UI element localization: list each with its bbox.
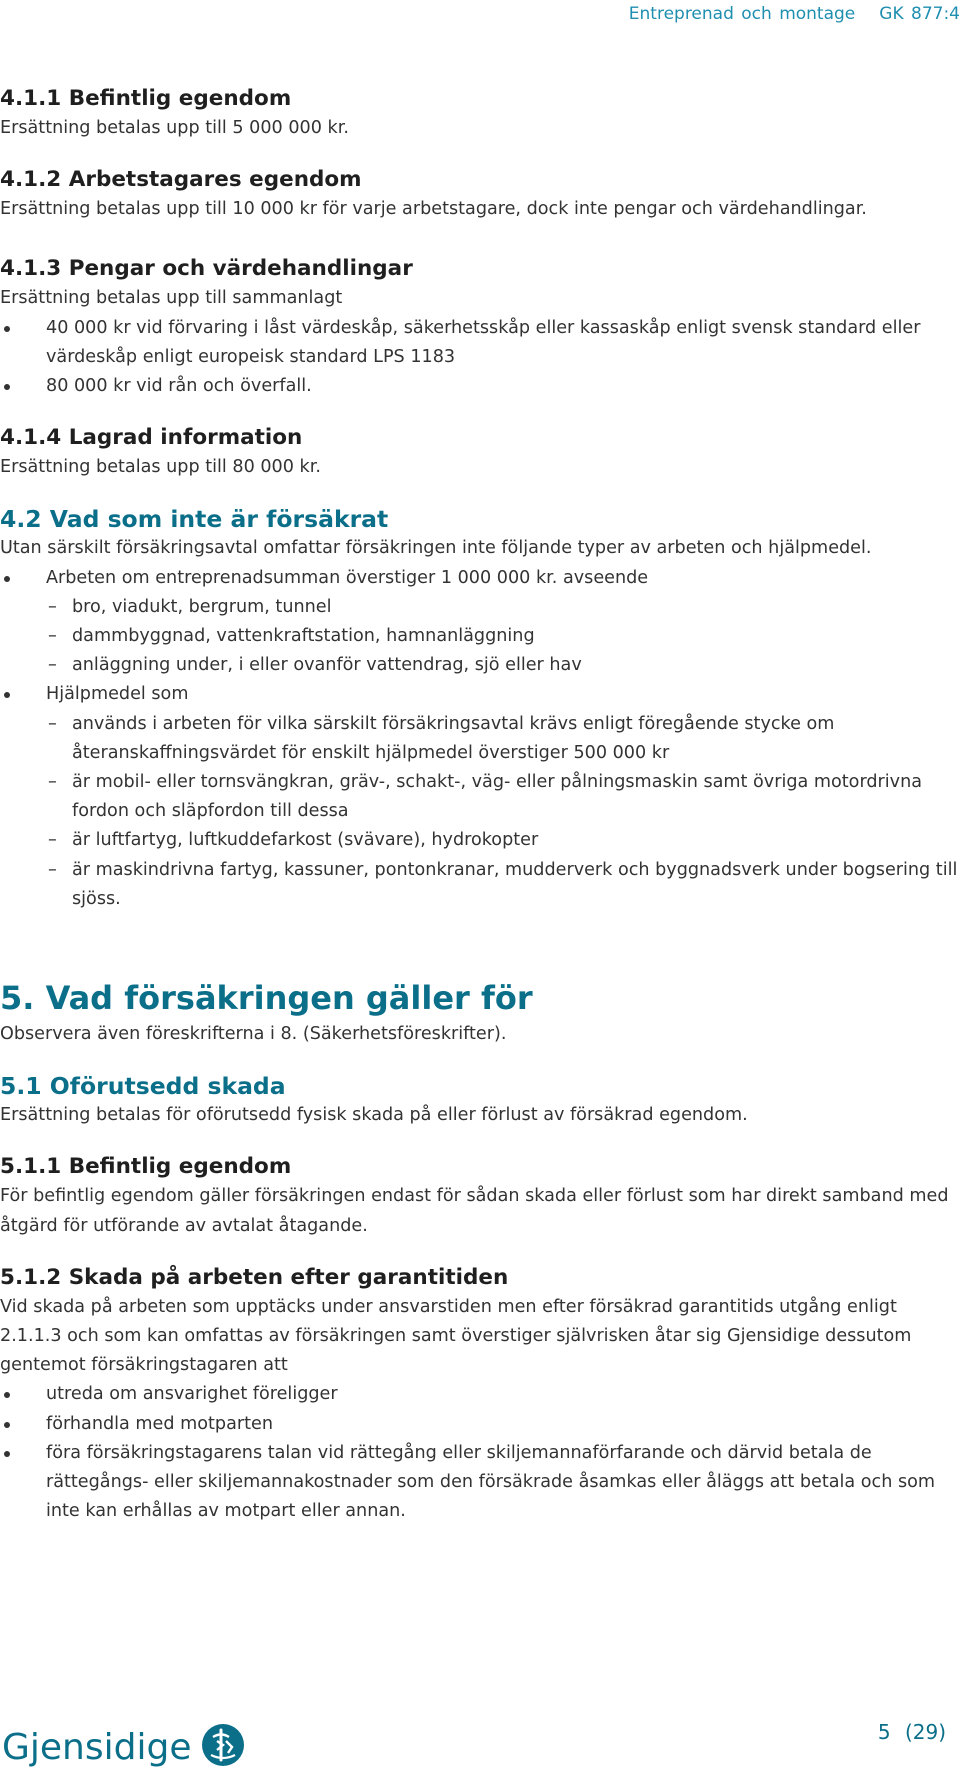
heading-4-2: 4.2 Vad som inte är försäkrat	[0, 505, 389, 534]
list-item	[0, 1410, 960, 1439]
paragraph-5-1-1: För befintlig egendom gäller försäkringen endast för sådan skada eller förlust som har direkt samband med åtgärd för utförande av avtalat åtagande.	[0, 1186, 949, 1236]
paragraph-5-1-2: Vid skada på arbeten som upptäcks under ansvarstiden men efter försäkrad garantitids utgång enligt 2.1.1.3 och som kan omfattas av försäkringen samt överstiger självrisken åtar sig Gjensidige dessutom gentemot försäkringstagaren att	[0, 1296, 912, 1376]
list-4-1-3	[0, 314, 960, 402]
dash-icon: –	[48, 859, 57, 880]
dash-list-item-text: används i arbeten för vilka särskilt försäkringsavtal krävs enligt föregående stycke om återanskaffningsvärdet för enskilt hjälpmedel överstiger 500 000 kr	[72, 713, 835, 763]
dash-icon: –	[48, 772, 57, 793]
bullet-icon	[4, 576, 10, 582]
bullet-icon	[4, 1422, 10, 1428]
list-item	[0, 314, 960, 372]
page-number	[878, 1720, 946, 1744]
dash-list-item-text: är maskindrivna fartyg, kassuner, pontonkranar, mudderverk och byggnadsverk under bogsering till sjöss.	[72, 859, 958, 909]
dash-list-item-text: är mobil- eller tornsvängkran, gräv-, schakt-, väg- eller pålningsmaskin samt övriga motordrivna fordon och släpfordon till dessa	[72, 772, 923, 822]
dash-icon: –	[48, 626, 57, 647]
dash-list	[46, 593, 960, 681]
list-item-text: föra försäkringstagarens talan vid rättegång eller skiljemannaförfarande och därvid betala de rättegångs- eller skiljemannakostnader som den försäkrade åsamkas eller åläggs att betala och som inte kan erhållas av motpart eller annan.	[46, 1442, 936, 1522]
heading-4-1-2: 4.1.2 Arbetstagares egendom	[0, 167, 362, 193]
list-item	[0, 1439, 960, 1527]
paragraph-5: Observera även föreskrifterna i 8. (Säkerhetsföreskrifter).	[0, 1024, 507, 1045]
paragraph-4-1-2: Ersättning betalas upp till 10 000 kr för varje arbetstagare, dock inte pengar och värdehandlingar.	[0, 199, 867, 220]
running-header	[629, 4, 960, 24]
bullet-icon	[4, 1392, 10, 1398]
logo-wordmark: Gjensidige	[2, 1726, 192, 1768]
list-item	[0, 680, 960, 914]
list-item	[0, 564, 960, 681]
page-total: (29)	[904, 1720, 946, 1744]
list-item-text: förhandla med motparten	[46, 1413, 273, 1434]
dash-list-item-text: dammbyggnad, vattenkraftstation, hamnanläggning	[72, 626, 535, 647]
company-logo	[2, 1722, 245, 1772]
dash-list-item-text: bro, viadukt, bergrum, tunnel	[72, 596, 332, 617]
heading-4-1-3: 4.1.3 Pengar och värdehandlingar	[0, 256, 413, 282]
paragraph-4-1-3: Ersättning betalas upp till sammanlagt	[0, 288, 343, 309]
dash-list-item	[46, 651, 960, 680]
dash-list-item-text: anläggning under, i eller ovanför vattendrag, sjö eller hav	[72, 655, 582, 676]
heading-4-1-4: 4.1.4 Lagrad information	[0, 425, 303, 451]
list-item-text: Arbeten om entreprenadsumman överstiger 1 000 000 kr. avseende	[46, 567, 649, 588]
paragraph-4-1-1: Ersättning betalas upp till 5 000 000 kr.	[0, 118, 349, 138]
list-4-2	[0, 564, 960, 914]
bullet-icon	[4, 1451, 10, 1457]
gjensidige-emblem-icon	[201, 1723, 245, 1771]
header-document-code: GK 877:4	[879, 4, 960, 24]
dash-list-item	[46, 622, 960, 651]
heading-5-1: 5.1 Oförutsedd skada	[0, 1072, 286, 1101]
dash-list-item	[46, 768, 960, 826]
dash-icon: –	[48, 830, 57, 851]
list-item-text: 40 000 kr vid förvaring i låst värdeskåp, säkerhetsskåp eller kassaskåp enligt svensk standard eller värdeskåp enligt europeisk standard LPS 1183	[46, 317, 921, 367]
bullet-icon	[4, 326, 10, 332]
page-current: 5	[877, 1720, 891, 1744]
dash-icon: –	[48, 713, 57, 734]
heading-5-1-2: 5.1.2 Skada på arbeten efter garantitiden	[0, 1264, 509, 1290]
paragraph-4-1-4: Ersättning betalas upp till 80 000 kr.	[0, 457, 321, 478]
paragraph-5-1: Ersättning betalas för oförutsedd fysisk skada på eller förlust av försäkrad egendom.	[0, 1105, 748, 1126]
dash-list-item	[46, 593, 960, 622]
bullet-icon	[4, 692, 10, 698]
dash-list-item-text: är luftfartyg, luftkuddefarkost (svävare), hydrokopter	[72, 830, 539, 851]
dash-list-item	[46, 710, 960, 768]
document-body	[0, 84, 960, 1527]
list-item-text: utreda om ansvarighet föreligger	[46, 1384, 338, 1405]
paragraph-4-2: Utan särskilt försäkringsavtal omfattar försäkringen inte följande typer av arbeten och hjälpmedel.	[0, 538, 872, 559]
dash-list	[46, 710, 960, 914]
list-item-text: Hjälpmedel som	[46, 684, 189, 705]
bullet-icon	[4, 384, 10, 390]
heading-4-1-1: 4.1.1 Befintlig egendom	[0, 86, 292, 111]
header-section-title: Entreprenad och montage	[628, 4, 856, 24]
heading-5: 5. Vad försäkringen gäller för	[0, 979, 533, 1018]
dash-icon: –	[48, 596, 57, 617]
list-item	[0, 1380, 960, 1409]
list-item	[0, 372, 960, 401]
dash-list-item	[46, 856, 960, 914]
list-item-text: 80 000 kr vid rån och överfall.	[46, 376, 312, 397]
heading-5-1-1: 5.1.1 Befintlig egendom	[0, 1154, 292, 1180]
dash-icon: –	[48, 655, 57, 676]
list-5-1-2	[0, 1380, 960, 1526]
dash-list-item	[46, 826, 960, 855]
